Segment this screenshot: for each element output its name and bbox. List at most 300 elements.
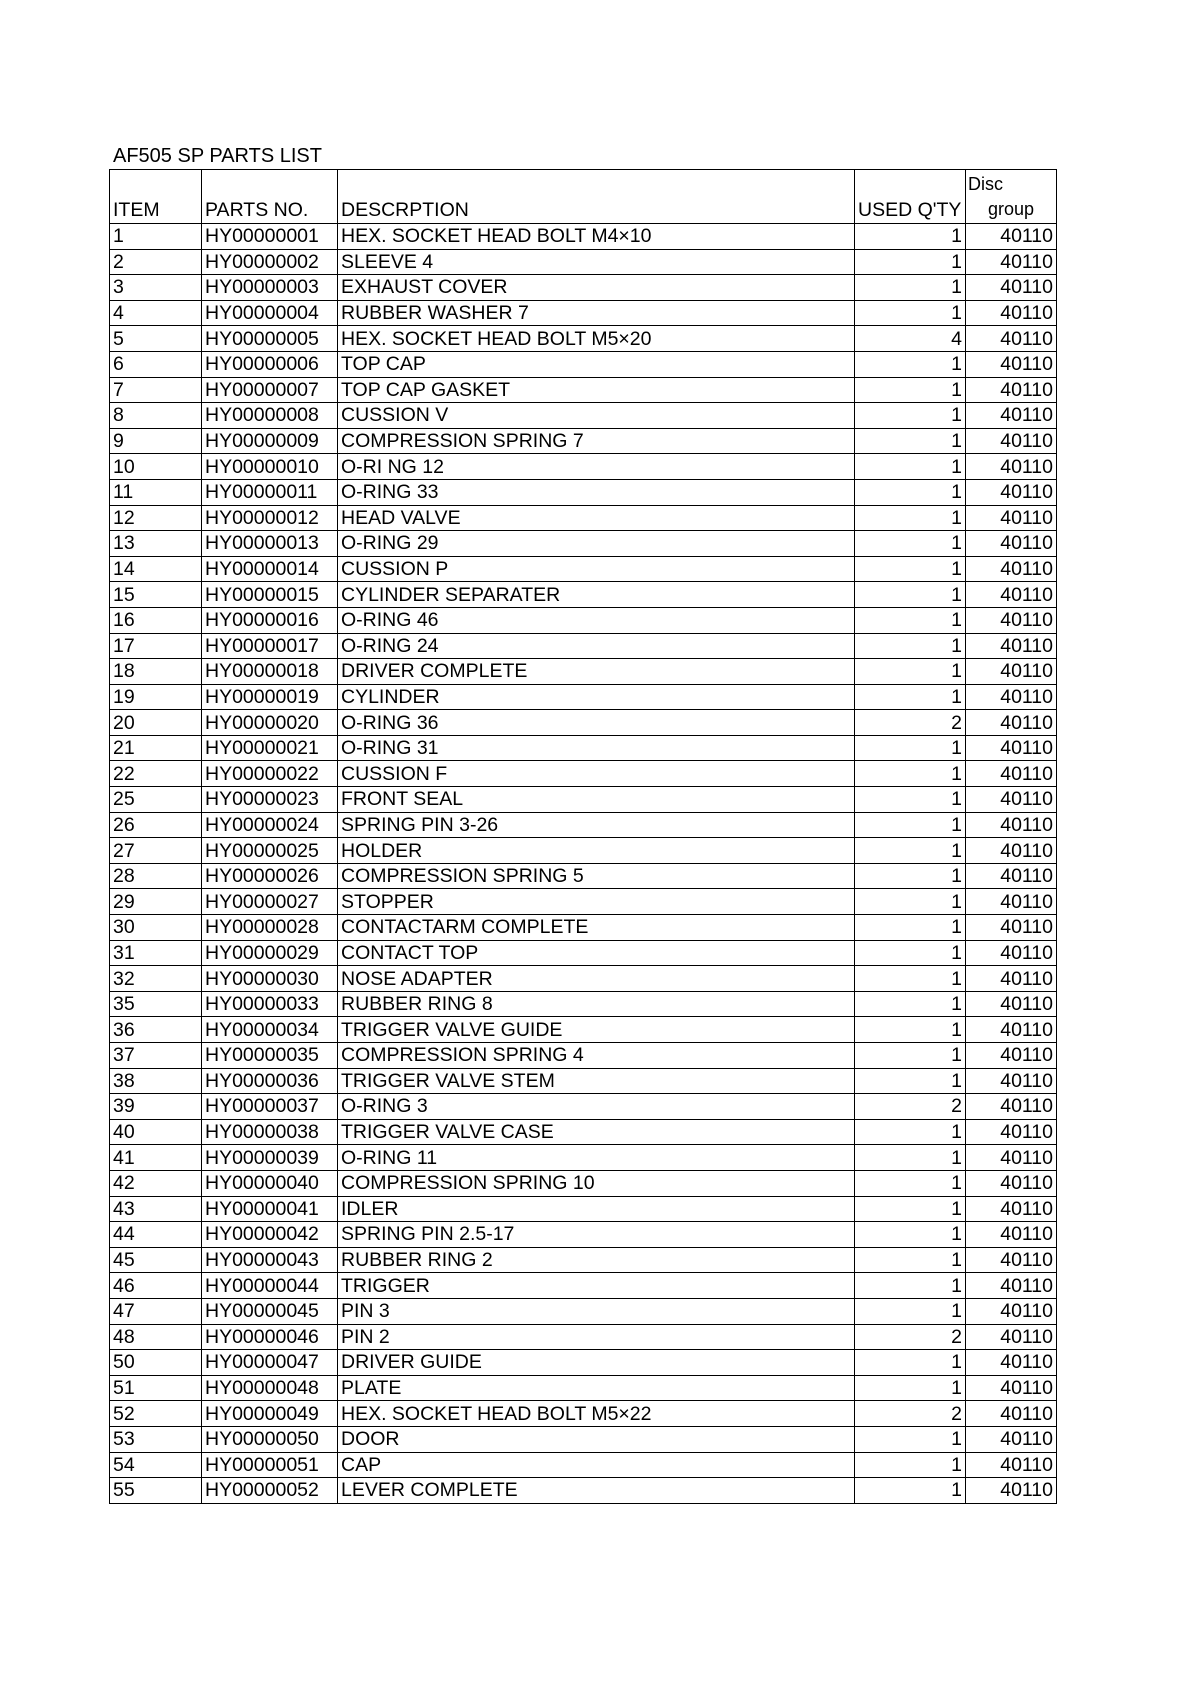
cell-disc-group: 40110 — [966, 275, 1057, 301]
cell-description: PIN 2 — [338, 1324, 855, 1350]
cell-disc-group: 40110 — [966, 684, 1057, 710]
cell-item: 3 — [110, 275, 202, 301]
cell-description: SLEEVE 4 — [338, 249, 855, 275]
cell-used-qty: 2 — [855, 1094, 966, 1120]
cell-used-qty: 1 — [855, 1170, 966, 1196]
cell-disc-group: 40110 — [966, 966, 1057, 992]
cell-disc-group: 40110 — [966, 1196, 1057, 1222]
cell-part-no: HY00000040 — [202, 1170, 338, 1196]
header-disc-group — [966, 170, 1057, 224]
cell-disc-group: 40110 — [966, 735, 1057, 761]
table-row — [110, 531, 1057, 557]
cell-part-no: HY00000016 — [202, 607, 338, 633]
cell-part-no: HY00000006 — [202, 351, 338, 377]
cell-used-qty: 1 — [855, 812, 966, 838]
cell-used-qty: 1 — [855, 684, 966, 710]
table-row — [110, 1452, 1057, 1478]
cell-part-no: HY00000024 — [202, 812, 338, 838]
cell-part-no: HY00000034 — [202, 1017, 338, 1043]
cell-item: 11 — [110, 479, 202, 505]
cell-used-qty: 1 — [855, 735, 966, 761]
cell-disc-group: 40110 — [966, 556, 1057, 582]
cell-description: O-RING 24 — [338, 633, 855, 659]
cell-part-no: HY00000004 — [202, 300, 338, 326]
cell-item: 43 — [110, 1196, 202, 1222]
cell-used-qty: 2 — [855, 710, 966, 736]
cell-description: HOLDER — [338, 838, 855, 864]
cell-used-qty: 1 — [855, 1222, 966, 1248]
table-row — [110, 1196, 1057, 1222]
table-row — [110, 428, 1057, 454]
cell-item: 5 — [110, 326, 202, 352]
cell-description: COMPRESSION SPRING 4 — [338, 1043, 855, 1069]
cell-item: 53 — [110, 1426, 202, 1452]
cell-item: 12 — [110, 505, 202, 531]
cell-used-qty: 1 — [855, 1119, 966, 1145]
cell-item: 27 — [110, 838, 202, 864]
cell-part-no: HY00000023 — [202, 787, 338, 813]
cell-item: 13 — [110, 531, 202, 557]
cell-disc-group: 40110 — [966, 377, 1057, 403]
table-row — [110, 326, 1057, 352]
table-row — [110, 351, 1057, 377]
cell-part-no: HY00000042 — [202, 1222, 338, 1248]
cell-description: TRIGGER VALVE STEM — [338, 1068, 855, 1094]
cell-used-qty: 1 — [855, 659, 966, 685]
cell-part-no: HY00000022 — [202, 761, 338, 787]
table-row — [110, 1426, 1057, 1452]
cell-disc-group: 40110 — [966, 531, 1057, 557]
table-row — [110, 966, 1057, 992]
cell-disc-group: 40110 — [966, 1452, 1057, 1478]
cell-disc-group: 40110 — [966, 351, 1057, 377]
cell-item: 35 — [110, 991, 202, 1017]
cell-description: HEX. SOCKET HEAD BOLT M5×22 — [338, 1401, 855, 1427]
cell-item: 41 — [110, 1145, 202, 1171]
cell-used-qty: 1 — [855, 1375, 966, 1401]
cell-item: 39 — [110, 1094, 202, 1120]
cell-used-qty: 1 — [855, 1017, 966, 1043]
cell-description: RUBBER RING 2 — [338, 1247, 855, 1273]
cell-used-qty: 1 — [855, 556, 966, 582]
cell-used-qty: 1 — [855, 1068, 966, 1094]
cell-used-qty: 1 — [855, 377, 966, 403]
cell-used-qty: 1 — [855, 275, 966, 301]
cell-part-no: HY00000013 — [202, 531, 338, 557]
table-row — [110, 787, 1057, 813]
header-item: ITEM — [110, 170, 202, 224]
table-row — [110, 1478, 1057, 1504]
cell-part-no: HY00000020 — [202, 710, 338, 736]
table-row — [110, 582, 1057, 608]
cell-disc-group: 40110 — [966, 1170, 1057, 1196]
cell-disc-group: 40110 — [966, 915, 1057, 941]
cell-item: 22 — [110, 761, 202, 787]
cell-description: FRONT SEAL — [338, 787, 855, 813]
cell-part-no: HY00000026 — [202, 863, 338, 889]
cell-description: DOOR — [338, 1426, 855, 1452]
cell-disc-group: 40110 — [966, 991, 1057, 1017]
cell-disc-group: 40110 — [966, 1222, 1057, 1248]
table-row — [110, 1170, 1057, 1196]
cell-used-qty: 1 — [855, 889, 966, 915]
cell-item: 28 — [110, 863, 202, 889]
cell-item: 14 — [110, 556, 202, 582]
cell-disc-group: 40110 — [966, 607, 1057, 633]
cell-description: O-RING 33 — [338, 479, 855, 505]
table-row — [110, 607, 1057, 633]
cell-item: 47 — [110, 1298, 202, 1324]
cell-disc-group: 40110 — [966, 761, 1057, 787]
table-row — [110, 1043, 1057, 1069]
table-row — [110, 454, 1057, 480]
table-row — [110, 633, 1057, 659]
table-row — [110, 300, 1057, 326]
cell-disc-group: 40110 — [966, 812, 1057, 838]
cell-item: 26 — [110, 812, 202, 838]
table-row — [110, 249, 1057, 275]
table-row — [110, 761, 1057, 787]
cell-item: 29 — [110, 889, 202, 915]
table-row — [110, 991, 1057, 1017]
cell-used-qty: 1 — [855, 531, 966, 557]
cell-item: 8 — [110, 403, 202, 429]
cell-disc-group: 40110 — [966, 403, 1057, 429]
cell-used-qty: 1 — [855, 838, 966, 864]
cell-item: 48 — [110, 1324, 202, 1350]
cell-part-no: HY00000033 — [202, 991, 338, 1017]
cell-description: HEAD VALVE — [338, 505, 855, 531]
table-row — [110, 275, 1057, 301]
cell-item: 9 — [110, 428, 202, 454]
cell-item: 17 — [110, 633, 202, 659]
cell-used-qty: 1 — [855, 966, 966, 992]
cell-description: HEX. SOCKET HEAD BOLT M5×20 — [338, 326, 855, 352]
cell-description: O-RING 29 — [338, 531, 855, 557]
cell-item: 46 — [110, 1273, 202, 1299]
cell-part-no: HY00000014 — [202, 556, 338, 582]
cell-used-qty: 1 — [855, 300, 966, 326]
cell-item: 7 — [110, 377, 202, 403]
cell-description: COMPRESSION SPRING 7 — [338, 428, 855, 454]
cell-description: O-RI NG 12 — [338, 454, 855, 480]
cell-disc-group: 40110 — [966, 224, 1057, 250]
cell-part-no: HY00000009 — [202, 428, 338, 454]
cell-part-no: HY00000002 — [202, 249, 338, 275]
cell-part-no: HY00000039 — [202, 1145, 338, 1171]
cell-used-qty: 2 — [855, 1324, 966, 1350]
cell-item: 25 — [110, 787, 202, 813]
table-row — [110, 505, 1057, 531]
cell-used-qty: 1 — [855, 403, 966, 429]
cell-disc-group: 40110 — [966, 1273, 1057, 1299]
cell-disc-group: 40110 — [966, 1017, 1057, 1043]
table-row — [110, 1324, 1057, 1350]
cell-used-qty: 1 — [855, 454, 966, 480]
cell-description: CUSSION F — [338, 761, 855, 787]
cell-part-no: HY00000003 — [202, 275, 338, 301]
table-row — [110, 659, 1057, 685]
table-row — [110, 1350, 1057, 1376]
cell-description: O-RING 31 — [338, 735, 855, 761]
cell-disc-group: 40110 — [966, 889, 1057, 915]
cell-item: 18 — [110, 659, 202, 685]
cell-part-no: HY00000001 — [202, 224, 338, 250]
cell-disc-group: 40110 — [966, 582, 1057, 608]
cell-part-no: HY00000029 — [202, 940, 338, 966]
cell-disc-group: 40110 — [966, 479, 1057, 505]
cell-disc-group: 40110 — [966, 1145, 1057, 1171]
cell-used-qty: 4 — [855, 326, 966, 352]
cell-used-qty: 1 — [855, 1145, 966, 1171]
cell-item: 31 — [110, 940, 202, 966]
header-row — [110, 170, 1057, 224]
table-row — [110, 940, 1057, 966]
cell-item: 38 — [110, 1068, 202, 1094]
cell-item: 55 — [110, 1478, 202, 1504]
cell-part-no: HY00000010 — [202, 454, 338, 480]
cell-used-qty: 1 — [855, 1452, 966, 1478]
cell-part-no: HY00000051 — [202, 1452, 338, 1478]
cell-part-no: HY00000047 — [202, 1350, 338, 1376]
cell-part-no: HY00000041 — [202, 1196, 338, 1222]
cell-description: TRIGGER VALVE CASE — [338, 1119, 855, 1145]
table-row — [110, 1094, 1057, 1120]
cell-used-qty: 1 — [855, 1478, 966, 1504]
cell-part-no: HY00000015 — [202, 582, 338, 608]
cell-disc-group: 40110 — [966, 633, 1057, 659]
cell-item: 54 — [110, 1452, 202, 1478]
cell-used-qty: 1 — [855, 761, 966, 787]
table-row — [110, 224, 1057, 250]
cell-description: O-RING 46 — [338, 607, 855, 633]
cell-used-qty: 1 — [855, 991, 966, 1017]
cell-disc-group: 40110 — [966, 505, 1057, 531]
cell-disc-group: 40110 — [966, 300, 1057, 326]
cell-description: O-RING 36 — [338, 710, 855, 736]
cell-item: 37 — [110, 1043, 202, 1069]
cell-used-qty: 1 — [855, 915, 966, 941]
cell-part-no: HY00000012 — [202, 505, 338, 531]
cell-disc-group: 40110 — [966, 1324, 1057, 1350]
parts-table-body — [110, 224, 1057, 1504]
header-part-no: PARTS NO. — [202, 170, 338, 224]
cell-description: CUSSION V — [338, 403, 855, 429]
cell-part-no: HY00000050 — [202, 1426, 338, 1452]
cell-part-no: HY00000045 — [202, 1298, 338, 1324]
document-title: AF505 SP PARTS LIST — [113, 145, 322, 167]
cell-used-qty: 1 — [855, 787, 966, 813]
table-row — [110, 479, 1057, 505]
cell-description: O-RING 11 — [338, 1145, 855, 1171]
cell-used-qty: 1 — [855, 1196, 966, 1222]
cell-item: 1 — [110, 224, 202, 250]
table-row — [110, 863, 1057, 889]
cell-item: 10 — [110, 454, 202, 480]
cell-used-qty: 1 — [855, 351, 966, 377]
cell-item: 19 — [110, 684, 202, 710]
cell-item: 15 — [110, 582, 202, 608]
table-row — [110, 684, 1057, 710]
cell-item: 50 — [110, 1350, 202, 1376]
cell-item: 40 — [110, 1119, 202, 1145]
cell-disc-group: 40110 — [966, 249, 1057, 275]
cell-description: PIN 3 — [338, 1298, 855, 1324]
cell-disc-group: 40110 — [966, 710, 1057, 736]
cell-item: 36 — [110, 1017, 202, 1043]
cell-used-qty: 1 — [855, 863, 966, 889]
header-description: DESCRPTION — [338, 170, 855, 224]
table-row — [110, 1145, 1057, 1171]
cell-item: 44 — [110, 1222, 202, 1248]
cell-disc-group: 40110 — [966, 1426, 1057, 1452]
cell-part-no: HY00000028 — [202, 915, 338, 941]
table-row — [110, 1247, 1057, 1273]
cell-part-no: HY00000005 — [202, 326, 338, 352]
cell-description: EXHAUST COVER — [338, 275, 855, 301]
cell-description: STOPPER — [338, 889, 855, 915]
cell-description: COMPRESSION SPRING 5 — [338, 863, 855, 889]
cell-used-qty: 1 — [855, 249, 966, 275]
cell-used-qty: 1 — [855, 1350, 966, 1376]
cell-used-qty: 1 — [855, 479, 966, 505]
cell-disc-group: 40110 — [966, 428, 1057, 454]
cell-item: 45 — [110, 1247, 202, 1273]
cell-used-qty: 1 — [855, 607, 966, 633]
cell-part-no: HY00000043 — [202, 1247, 338, 1273]
cell-description: TRIGGER VALVE GUIDE — [338, 1017, 855, 1043]
cell-item: 32 — [110, 966, 202, 992]
cell-part-no: HY00000038 — [202, 1119, 338, 1145]
cell-description: RUBBER RING 8 — [338, 991, 855, 1017]
cell-part-no: HY00000035 — [202, 1043, 338, 1069]
cell-disc-group: 40110 — [966, 1298, 1057, 1324]
table-row — [110, 889, 1057, 915]
cell-description: SPRING PIN 2.5-17 — [338, 1222, 855, 1248]
cell-disc-group: 40110 — [966, 1375, 1057, 1401]
table-row — [110, 1068, 1057, 1094]
table-row — [110, 403, 1057, 429]
table-row — [110, 1298, 1057, 1324]
cell-part-no: HY00000019 — [202, 684, 338, 710]
cell-item: 52 — [110, 1401, 202, 1427]
cell-part-no: HY00000027 — [202, 889, 338, 915]
cell-description: CAP — [338, 1452, 855, 1478]
cell-item: 51 — [110, 1375, 202, 1401]
cell-description: NOSE ADAPTER — [338, 966, 855, 992]
cell-part-no: HY00000008 — [202, 403, 338, 429]
cell-part-no: HY00000049 — [202, 1401, 338, 1427]
cell-description: TOP CAP GASKET — [338, 377, 855, 403]
cell-disc-group: 40110 — [966, 838, 1057, 864]
table-row — [110, 1401, 1057, 1427]
cell-description: TOP CAP — [338, 351, 855, 377]
cell-item: 4 — [110, 300, 202, 326]
cell-part-no: HY00000046 — [202, 1324, 338, 1350]
cell-part-no: HY00000011 — [202, 479, 338, 505]
cell-description: DRIVER GUIDE — [338, 1350, 855, 1376]
cell-disc-group: 40110 — [966, 1043, 1057, 1069]
cell-used-qty: 1 — [855, 1247, 966, 1273]
parts-table — [109, 169, 1057, 1504]
cell-disc-group: 40110 — [966, 454, 1057, 480]
cell-disc-group: 40110 — [966, 1350, 1057, 1376]
cell-disc-group: 40110 — [966, 863, 1057, 889]
cell-description: LEVER COMPLETE — [338, 1478, 855, 1504]
cell-item: 21 — [110, 735, 202, 761]
cell-part-no: HY00000036 — [202, 1068, 338, 1094]
cell-disc-group: 40110 — [966, 940, 1057, 966]
table-row — [110, 838, 1057, 864]
table-row — [110, 710, 1057, 736]
cell-description: CYLINDER — [338, 684, 855, 710]
cell-description: RUBBER WASHER 7 — [338, 300, 855, 326]
cell-part-no: HY00000048 — [202, 1375, 338, 1401]
cell-disc-group: 40110 — [966, 787, 1057, 813]
cell-part-no: HY00000017 — [202, 633, 338, 659]
table-row — [110, 1375, 1057, 1401]
cell-description: CUSSION P — [338, 556, 855, 582]
table-row — [110, 1017, 1057, 1043]
cell-part-no: HY00000021 — [202, 735, 338, 761]
table-row — [110, 1119, 1057, 1145]
cell-description: COMPRESSION SPRING 10 — [338, 1170, 855, 1196]
cell-used-qty: 1 — [855, 582, 966, 608]
cell-item: 2 — [110, 249, 202, 275]
cell-used-qty: 1 — [855, 1043, 966, 1069]
cell-description: CONTACT TOP — [338, 940, 855, 966]
header-disc-group-line1: Disc — [968, 173, 1003, 194]
table-row — [110, 735, 1057, 761]
cell-used-qty: 1 — [855, 224, 966, 250]
table-row — [110, 812, 1057, 838]
cell-description: SPRING PIN 3-26 — [338, 812, 855, 838]
cell-part-no: HY00000052 — [202, 1478, 338, 1504]
cell-used-qty: 1 — [855, 505, 966, 531]
cell-disc-group: 40110 — [966, 1401, 1057, 1427]
table-row — [110, 377, 1057, 403]
cell-part-no: HY00000018 — [202, 659, 338, 685]
cell-used-qty: 2 — [855, 1401, 966, 1427]
cell-part-no: HY00000044 — [202, 1273, 338, 1299]
cell-disc-group: 40110 — [966, 1119, 1057, 1145]
cell-description: HEX. SOCKET HEAD BOLT M4×10 — [338, 224, 855, 250]
cell-used-qty: 1 — [855, 1298, 966, 1324]
cell-description: PLATE — [338, 1375, 855, 1401]
cell-part-no: HY00000037 — [202, 1094, 338, 1120]
cell-used-qty: 1 — [855, 1426, 966, 1452]
cell-item: 16 — [110, 607, 202, 633]
cell-used-qty: 1 — [855, 633, 966, 659]
cell-item: 30 — [110, 915, 202, 941]
cell-item: 6 — [110, 351, 202, 377]
cell-disc-group: 40110 — [966, 326, 1057, 352]
cell-disc-group: 40110 — [966, 1094, 1057, 1120]
table-row — [110, 915, 1057, 941]
cell-disc-group: 40110 — [966, 1247, 1057, 1273]
cell-disc-group: 40110 — [966, 659, 1057, 685]
cell-disc-group: 40110 — [966, 1068, 1057, 1094]
cell-part-no: HY00000030 — [202, 966, 338, 992]
header-disc-group-line2: group — [987, 198, 1035, 219]
cell-description: DRIVER COMPLETE — [338, 659, 855, 685]
header-used-qty: USED Q'TY — [855, 170, 966, 224]
cell-disc-group: 40110 — [966, 1478, 1057, 1504]
table-row — [110, 1222, 1057, 1248]
cell-part-no: HY00000025 — [202, 838, 338, 864]
cell-description: CONTACTARM COMPLETE — [338, 915, 855, 941]
table-row — [110, 1273, 1057, 1299]
